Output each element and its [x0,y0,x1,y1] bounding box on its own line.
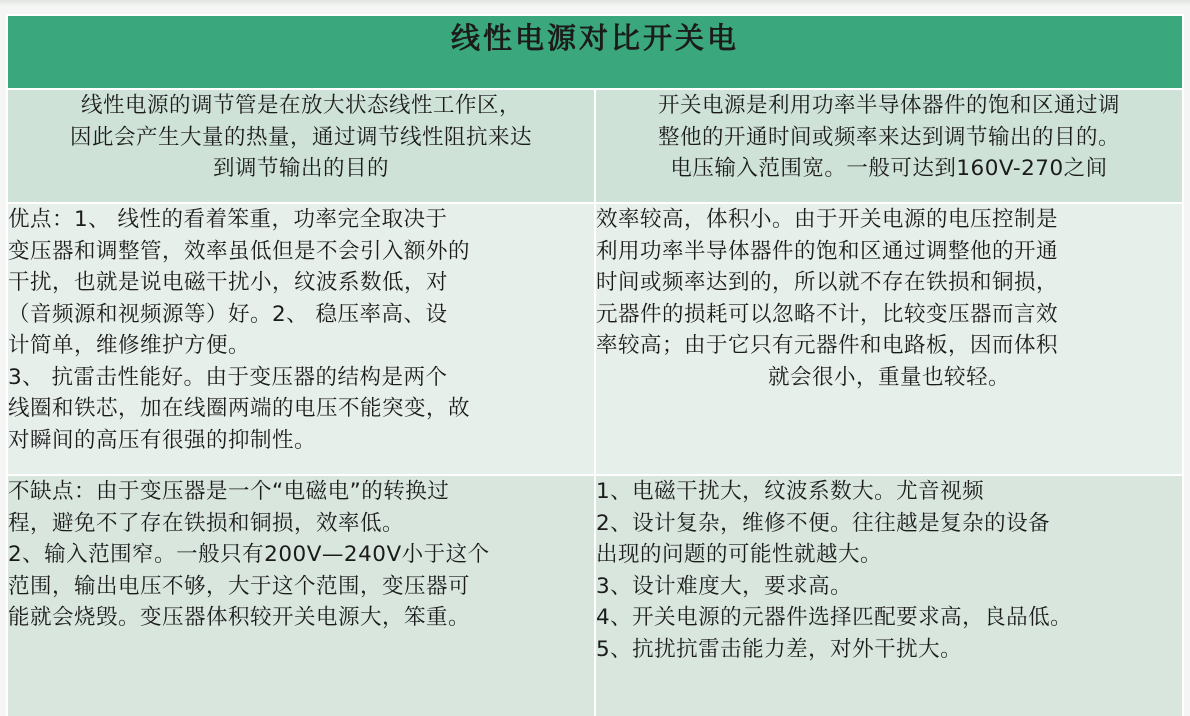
text-line: 利用功率半导体器件的饱和区通过调整他的开通 [596,238,1059,264]
text-line: 2、输入范围窄。一般只有200V—240V小于这个 [8,542,490,567]
table-row-definition [7,89,1183,203]
text-line: 不缺点：由于变压器是一个“电磁电”的转换过 [8,479,450,504]
text-line: （音频源和视频源等）好。2、 稳压率高、设 [8,301,448,327]
comparison-table [6,14,1184,716]
text-line: 能就会烧毁。变压器体积较开关电源大，笨重。 [8,605,471,630]
text-line: 线性电源的调节管是在放大状态线性工作区， [80,93,521,118]
title-row [7,15,1183,89]
text-line: 时间或频率达到的，所以就不存在铁损和铜损， [596,270,1059,295]
text-line: 整他的开通时间或频率来达到调节输出的目的。 [657,124,1120,150]
text-line: 5、抗扰抗雷击能力差，对外干扰大。 [596,636,963,662]
text-line: 变压器和调整管，效率虽低但是不会引入额外的 [8,238,471,264]
linear-definition-cell [7,89,595,203]
table-row-advantages [7,203,1183,475]
linear-advantages-cell [7,203,595,475]
text-line: 范围，输出电压不够，大于这个范围，变压器可 [8,573,471,599]
text-line: 元器件的损耗可以忽略不计，比较变压器而言效 [596,301,1059,327]
text-line: 线圈和铁芯，加在线圈两端的电压不能突变，故 [8,396,471,421]
text-line: 优点：1、 线性的看着笨重，功率完全取决于 [8,207,448,232]
linear-disadvantages-cell [7,475,595,716]
text-line: 因此会产生大量的热量，通过调节线性阻抗来达 [69,124,532,150]
text-line: 3、 抗雷击性能好。由于变压器的结构是两个 [8,364,448,390]
switching-disadvantages-cell [595,475,1183,716]
text-line: 2、设计复杂，维修不便。往往越是复杂的设备 [596,510,1051,536]
text-line: 干扰，也就是说电磁干扰小，纹波系数低，对 [8,270,449,295]
table-row-disadvantages [7,475,1183,716]
text-line: 就会很小，重量也较轻。 [767,364,1010,390]
text-line: 4、开关电源的元器件选择匹配要求高，良品低。 [596,605,1073,630]
text-line: 效率较高，体积小。由于开关电源的电压控制是 [596,207,1059,232]
text-line: 3、设计难度大，要求高。 [596,573,853,599]
text-line: 开关电源是利用功率半导体器件的饱和区通过调 [657,93,1120,118]
switching-advantages-cell [595,203,1183,475]
text-line: 对瞬间的高压有很强的抑制性。 [8,427,317,453]
switching-definition-cell [595,89,1183,203]
text-line: 率较高；由于它只有元器件和电路板，因而体积 [596,333,1059,358]
text-line: 出现的问题的可能性就越大。 [596,542,883,567]
text-line: 1、电磁干扰大，纹波系数大。尤音视频 [596,479,985,504]
top-stripe [0,0,1190,6]
text-line: 计简单，维修维护方便。 [8,333,251,358]
text-line: 到调节输出的目的 [212,156,389,181]
table-title: 线性电源对比开关电 [7,15,1183,89]
text-line: 电压输入范围宽。一般可达到160V-270之间 [670,156,1108,181]
text-line: 程，避免不了存在铁损和铜损，效率低。 [8,510,405,536]
